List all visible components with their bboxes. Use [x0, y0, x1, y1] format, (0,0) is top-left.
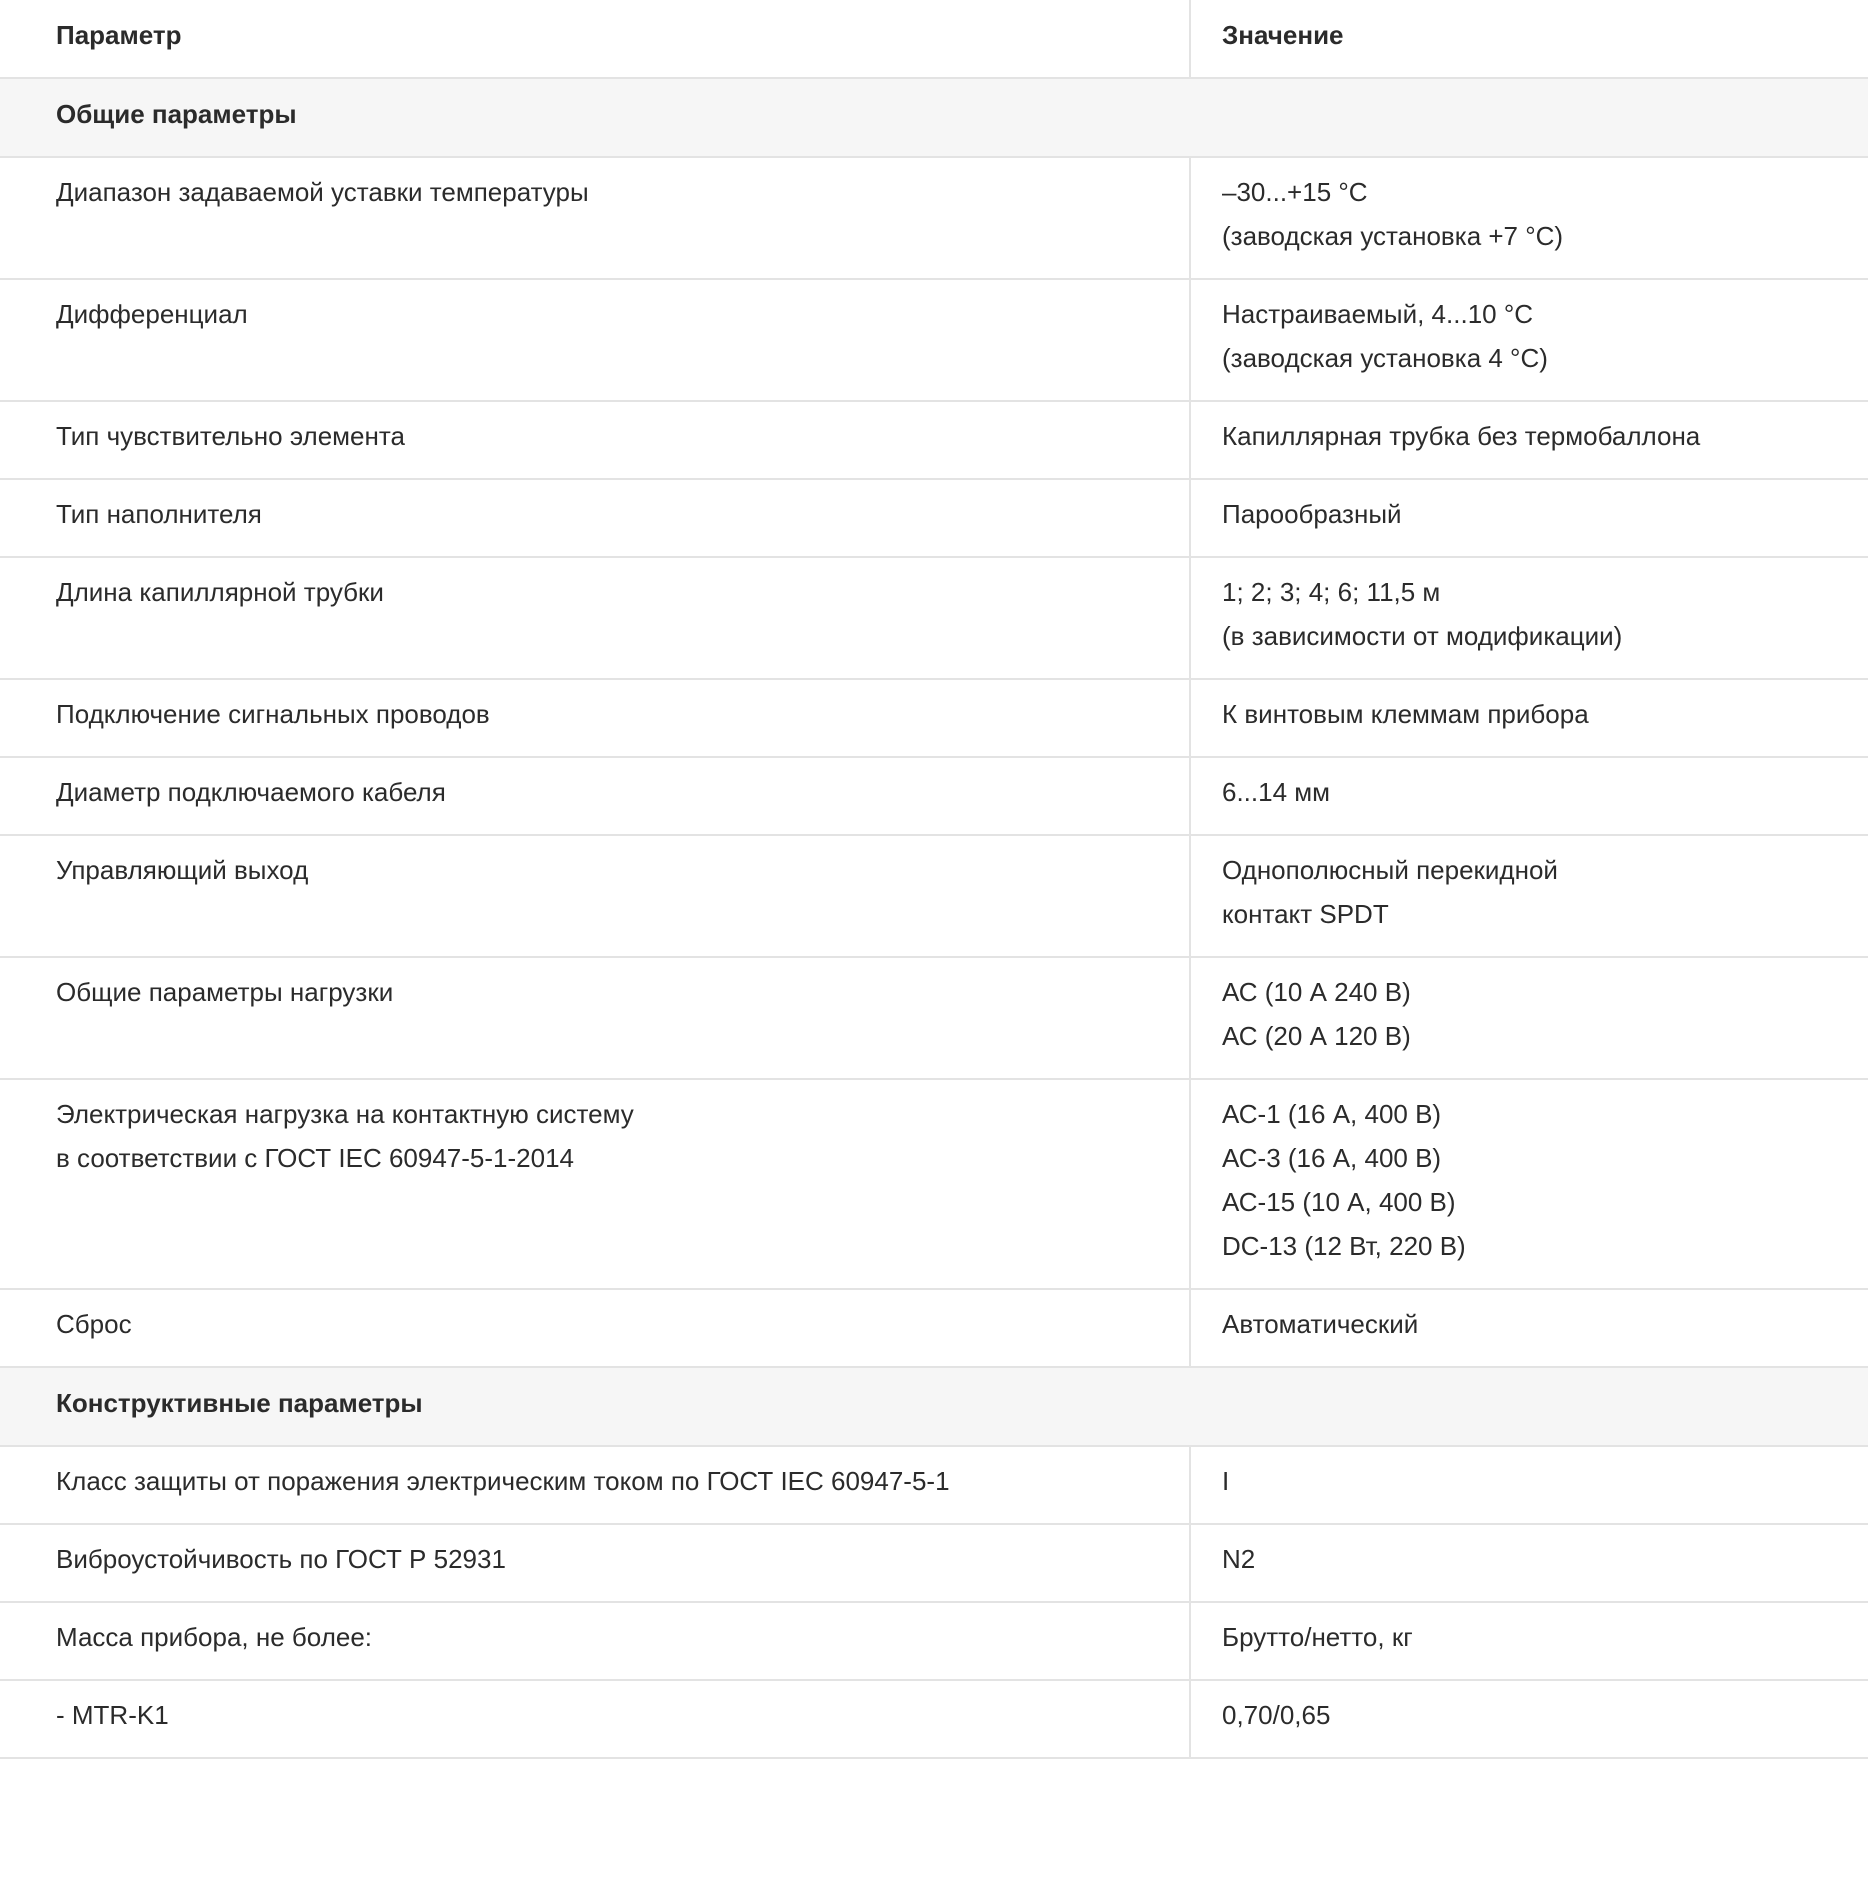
- value-cell: [1190, 757, 1868, 835]
- param-cell: [0, 957, 1190, 1079]
- param-cell-line: Диапазон задаваемой уставки температуры: [56, 177, 589, 207]
- value-cell-line: (заводская установка 4 °С): [1222, 343, 1548, 373]
- param-cell: [0, 1446, 1190, 1524]
- param-cell-line: Длина капиллярной трубки: [56, 577, 384, 607]
- value-cell-line: Капиллярная трубка без термобаллона: [1222, 421, 1701, 451]
- value-cell-line: контакт SPDT: [1222, 899, 1389, 929]
- param-cell: [0, 757, 1190, 835]
- param-cell-line: Сброс: [56, 1309, 132, 1339]
- value-cell: [1190, 279, 1868, 401]
- value-cell-line: (заводская установка +7 °С): [1222, 221, 1564, 251]
- table-row: [0, 957, 1868, 1079]
- param-cell: [0, 557, 1190, 679]
- value-cell-line: Автоматический: [1222, 1309, 1419, 1339]
- param-cell: [0, 1680, 1190, 1758]
- value-cell-line: АС-1 (16 А, 400 В): [1222, 1099, 1442, 1129]
- param-cell: [0, 279, 1190, 401]
- value-cell-line: АС (20 А 120 В): [1222, 1021, 1411, 1051]
- value-cell: [1190, 1602, 1868, 1680]
- value-cell-line: Однополюсный перекидной: [1222, 855, 1558, 885]
- param-cell-line: Общие параметры нагрузки: [56, 977, 394, 1007]
- param-cell-line: - MTR-K1: [56, 1700, 169, 1730]
- table-header-row: [0, 0, 1868, 78]
- section-title: Конструктивные параметры: [0, 1367, 1868, 1446]
- value-cell: [1190, 479, 1868, 557]
- value-cell-line: АС-3 (16 А, 400 В): [1222, 1143, 1442, 1173]
- param-cell-line: Подключение сигнальных проводов: [56, 699, 490, 729]
- table-row: [0, 1446, 1868, 1524]
- value-cell: [1190, 1680, 1868, 1758]
- value-cell-line: Парообразный: [1222, 499, 1402, 529]
- param-cell-line: в соответствии с ГОСТ IEC 60947-5-1-2014: [56, 1143, 574, 1173]
- param-cell: [0, 1602, 1190, 1680]
- section-header-row: [0, 1367, 1868, 1446]
- value-cell-line: Брутто/нетто, кг: [1222, 1622, 1413, 1652]
- param-cell: [0, 401, 1190, 479]
- table-row: [0, 1602, 1868, 1680]
- value-cell-line: 1; 2; 3; 4; 6; 11,5 м: [1222, 577, 1441, 607]
- param-cell: [0, 1079, 1190, 1289]
- column-header-param: Параметр: [0, 0, 1190, 78]
- value-cell-line: I: [1222, 1466, 1230, 1496]
- param-cell: [0, 1524, 1190, 1602]
- table-row: [0, 1680, 1868, 1758]
- value-cell-line: АС-15 (10 А, 400 В): [1222, 1187, 1456, 1217]
- table-row: [0, 401, 1868, 479]
- column-header-value: Значение: [1190, 0, 1868, 78]
- param-cell: [0, 1289, 1190, 1367]
- value-cell: [1190, 1079, 1868, 1289]
- value-cell-line: (в зависимости от модификации): [1222, 621, 1623, 651]
- value-cell: [1190, 1524, 1868, 1602]
- param-cell-line: Диаметр подключаемого кабеля: [56, 777, 446, 807]
- value-cell: [1190, 679, 1868, 757]
- table-row: [0, 757, 1868, 835]
- value-cell-line: 0,70/0,65: [1222, 1700, 1331, 1730]
- value-cell: [1190, 835, 1868, 957]
- value-cell: [1190, 157, 1868, 279]
- value-cell: [1190, 1446, 1868, 1524]
- table-body: [0, 78, 1868, 1758]
- value-cell-line: АС (10 А 240 В): [1222, 977, 1411, 1007]
- param-cell-line: Тип наполнителя: [56, 499, 262, 529]
- param-cell: [0, 679, 1190, 757]
- value-cell-line: DC-13 (12 Вт, 220 В): [1222, 1231, 1466, 1261]
- value-cell: [1190, 557, 1868, 679]
- param-cell-line: Виброустойчивость по ГОСТ Р 52931: [56, 1544, 506, 1574]
- value-cell-line: Настраиваемый, 4...10 °С: [1222, 299, 1534, 329]
- value-cell-line: N2: [1222, 1544, 1256, 1574]
- param-cell-line: Управляющий выход: [56, 855, 309, 885]
- value-cell: [1190, 401, 1868, 479]
- table-row: [0, 1524, 1868, 1602]
- param-cell-line: Электрическая нагрузка на контактную систему: [56, 1099, 634, 1129]
- param-cell-line: Класс защиты от поражения электрическим током по ГОСТ IEC 60947-5-1: [56, 1466, 950, 1496]
- table-row: [0, 835, 1868, 957]
- param-cell: [0, 157, 1190, 279]
- table-row: [0, 479, 1868, 557]
- section-header-row: [0, 78, 1868, 157]
- param-cell-line: Тип чувствительно элемента: [56, 421, 405, 451]
- param-cell: [0, 479, 1190, 557]
- value-cell-line: К винтовым клеммам прибора: [1222, 699, 1589, 729]
- value-cell: [1190, 1289, 1868, 1367]
- param-cell-line: Масса прибора, не более:: [56, 1622, 373, 1652]
- table-row: [0, 279, 1868, 401]
- table-row: [0, 1079, 1868, 1289]
- table-row: [0, 1289, 1868, 1367]
- table-row: [0, 679, 1868, 757]
- param-cell: [0, 835, 1190, 957]
- table-row: [0, 157, 1868, 279]
- value-cell: [1190, 957, 1868, 1079]
- value-cell-line: –30...+15 °С: [1222, 177, 1368, 207]
- param-cell-line: Дифференциал: [56, 299, 248, 329]
- value-cell-line: 6...14 мм: [1222, 777, 1331, 807]
- table-row: [0, 557, 1868, 679]
- section-title: Общие параметры: [0, 78, 1868, 157]
